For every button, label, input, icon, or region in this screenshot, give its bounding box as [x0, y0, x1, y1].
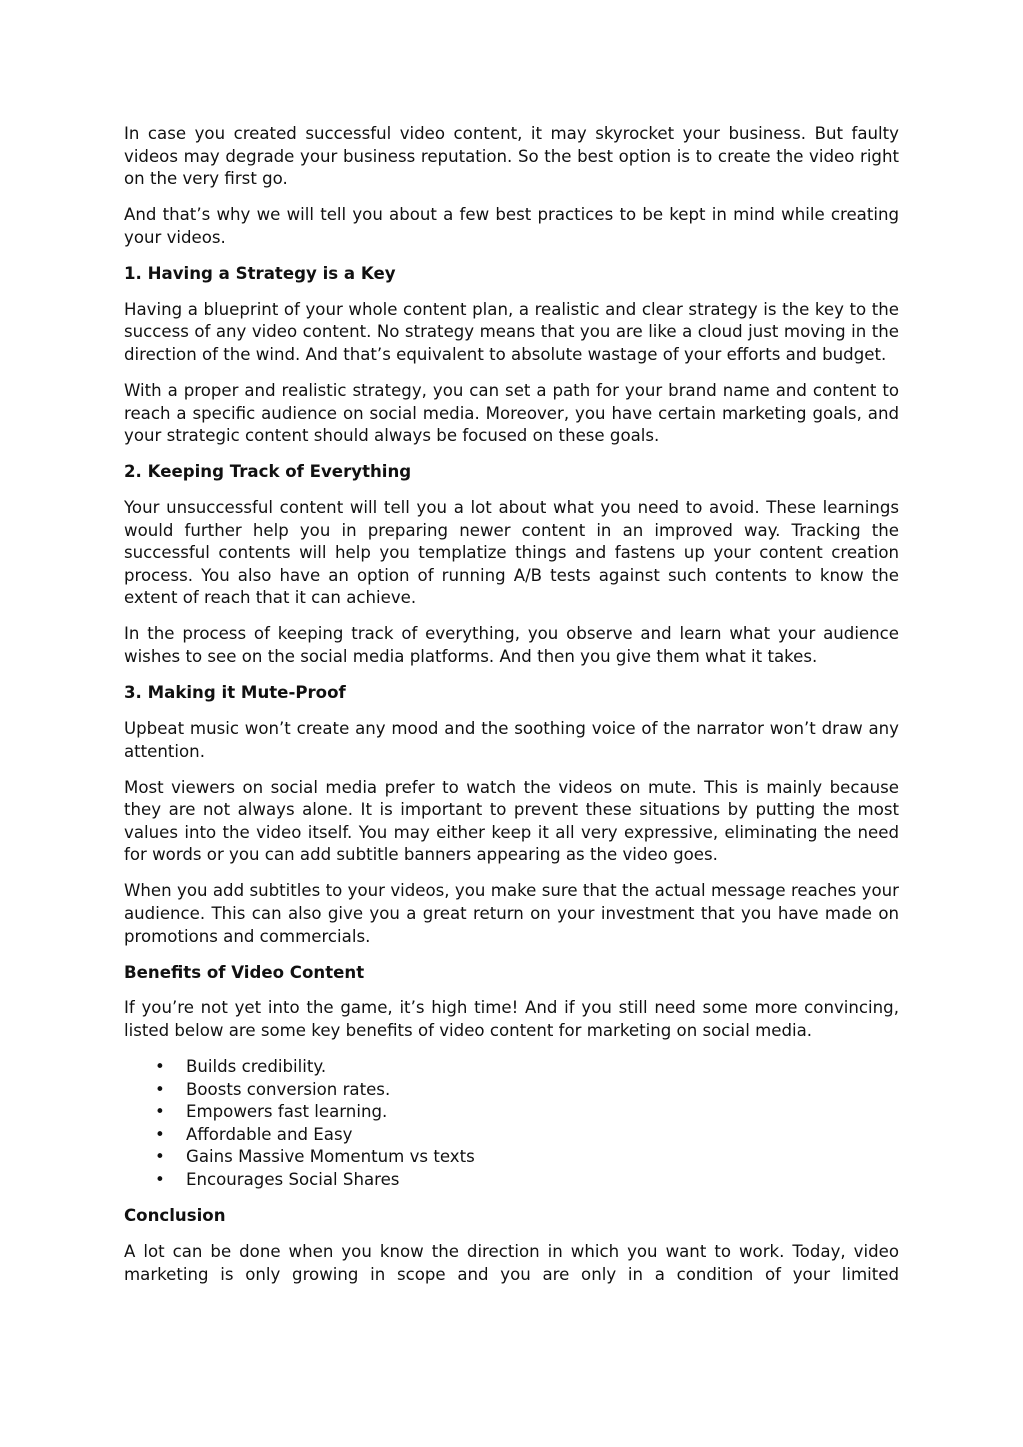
strategy-paragraph-1: Having a blueprint of your whole content plan, a realistic and clear strategy is the key to the success of any video content. No strategy means that you are like a cloud just moving in the direction of the wind. And that’s equivalent to absolute wastage of your efforts and budget. [124, 299, 899, 364]
mute-proof-paragraph-3: When you add subtitles to your videos, you make sure that the actual message reaches your audience. This can also give you a great return on your investment that you have made on promotions and commercials. [124, 881, 899, 946]
list-item-text: Affordable and Easy [186, 1124, 353, 1144]
section-heading-mute-proof: 3. Making it Mute-Proof [124, 683, 346, 702]
mute-proof-paragraph-1: Upbeat music won’t create any mood and the soothing voice of the narrator won’t draw any attention. [124, 718, 899, 761]
bullet-icon: • [155, 1102, 165, 1122]
document-page [124, 123, 899, 1300]
list-item [124, 1056, 899, 1079]
section-heading-benefits: Benefits of Video Content [124, 962, 365, 982]
list-item-text: Encourages Social Shares [186, 1170, 400, 1190]
mute-proof-paragraph-2: Most viewers on social media prefer to watch the videos on mute. This is mainly because they are not always alone. It is important to prevent these situations by putting the most values into the video itself. You may either keep it all very expressive, eliminating the need for words or you can add subtitle banners appearing as the video goes. [124, 777, 899, 865]
bullet-icon: • [155, 1124, 165, 1144]
bullet-icon: • [155, 1057, 165, 1077]
tracking-paragraph-1: Your unsuccessful content will tell you a lot about what you need to avoid. These learnings would further help you in preparing newer content in an improved way. Tracking the successful contents will help you templatize things and fastens up your content creation process. You also have an option of running A/B tests against such contents to know the extent of reach that it can achieve. [124, 498, 899, 608]
bullet-icon: • [155, 1170, 165, 1190]
section-heading-tracking: 2. Keeping Track of Everything [124, 462, 412, 482]
section-heading-strategy: 1. Having a Strategy is a Key [124, 263, 396, 283]
list-item [124, 1169, 899, 1192]
list-item [124, 1101, 899, 1124]
benefits-list [124, 1056, 899, 1192]
intro-paragraph: In case you created successful video content, it may skyrocket your business. But faulty videos may degrade your business reputation. So the best option is to create the video right on the very first go. [124, 124, 899, 189]
list-item-text: Builds credibility. [186, 1057, 327, 1077]
strategy-paragraph-2: With a proper and realistic strategy, you can set a path for your brand name and content to reach a specific audience on social media. Moreover, you have certain marketing goals, and your strategic content should always be focused on these goals. [124, 380, 899, 446]
bullet-icon: • [155, 1147, 165, 1167]
bullet-icon: • [155, 1079, 165, 1099]
list-item [124, 1079, 899, 1102]
benefits-intro-paragraph: If you’re not yet into the game, it’s high time! And if you still need some more convincing, listed below are some key benefits of video content for marketing on social media. [124, 998, 899, 1041]
section-heading-conclusion: Conclusion [124, 1206, 226, 1226]
list-item [124, 1124, 899, 1147]
list-item-text: Empowers fast learning. [186, 1102, 388, 1122]
list-item-text: Gains Massive Momentum vs texts [186, 1147, 475, 1167]
list-item-text: Boosts conversion rates. [186, 1079, 391, 1099]
intro-paragraph-2: And that’s why we will tell you about a few best practices to be kept in mind while creating your videos. [124, 205, 899, 247]
tracking-paragraph-2: In the process of keeping track of everything, you observe and learn what your audience wishes to see on the social media platforms. And then you give them what it takes. [124, 624, 899, 667]
list-item [124, 1146, 899, 1169]
conclusion-paragraph: A lot can be done when you know the direction in which you want to work. Today, video marketing is only growing in scope and you are only in a condition of your limited [124, 1242, 899, 1284]
